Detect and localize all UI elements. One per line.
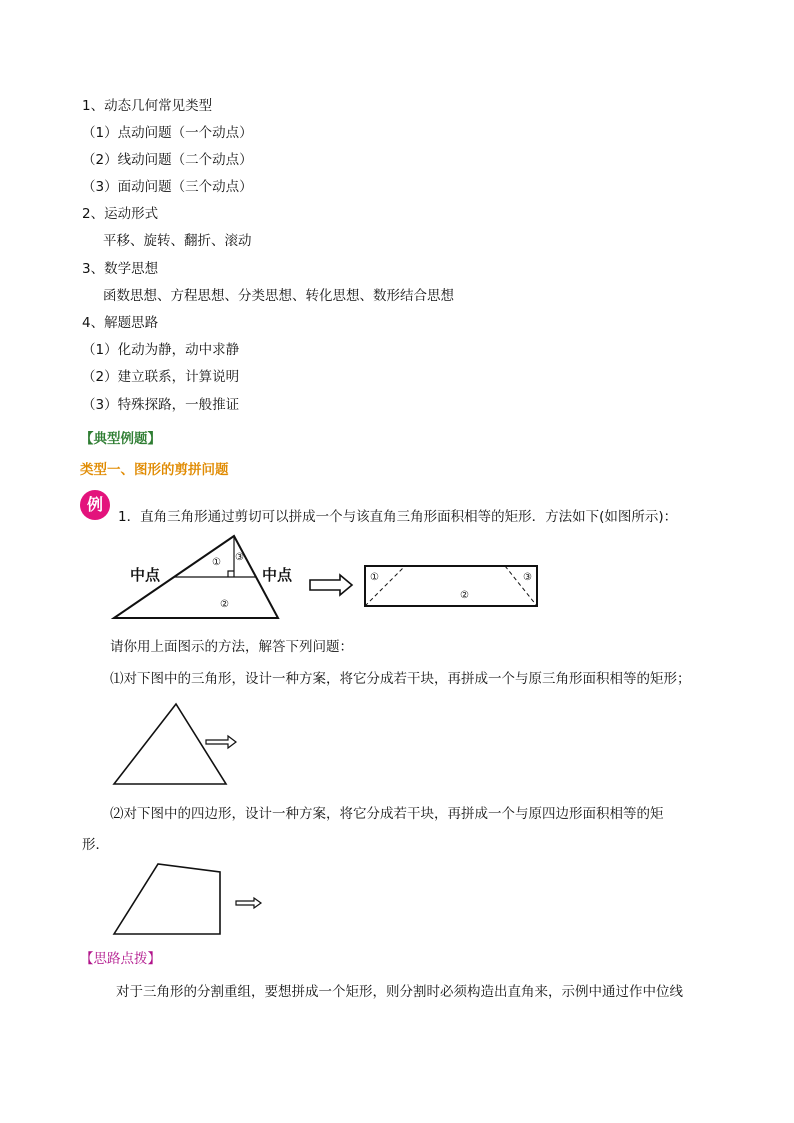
- section-2-body: 平移、旋转、翻折、滚动: [103, 233, 252, 249]
- section-4-title: 4、解题思路: [82, 315, 159, 331]
- question-2-line-1: ⑵对下图中的四边形，设计一种方案，将它分成若干块，再拼成一个与原四边形面积相等的矩: [110, 806, 664, 822]
- arrow-icon: [236, 898, 261, 908]
- problem-statement: 1．直角三角形通过剪切可以拼成一个与该直角三角形面积相等的矩形．方法如下(如图所示)：: [118, 509, 678, 525]
- list-item: （1）化动为静，动中求静: [82, 342, 240, 358]
- list-item: （1）点动问题（一个动点）: [82, 125, 253, 141]
- question-1: ⑴对下图中的三角形，设计一种方案，将它分成若干块，再拼成一个与原三角形面积相等的矩形；: [110, 671, 691, 687]
- piece-1-label: ①: [370, 572, 379, 583]
- right-angle-marker: [228, 571, 234, 577]
- hint-heading: 【思路点拨】: [80, 951, 161, 967]
- dashed-cut-right: [505, 566, 537, 606]
- question-2-line-2: 形．: [82, 837, 109, 853]
- list-item: （2）线动问题（二个动点）: [82, 152, 253, 168]
- piece-3-label: ③: [235, 552, 244, 563]
- piece-3-label: ③: [523, 572, 532, 583]
- list-item: （3）面动问题（三个动点）: [82, 179, 253, 195]
- q1-figure: [108, 698, 248, 790]
- section-1-title: 1、动态几何常见类型: [82, 98, 213, 114]
- type-heading: 类型一、图形的剪拼问题: [80, 462, 229, 478]
- arrow-icon: [310, 575, 352, 595]
- midpoint-label-left: 中点: [130, 566, 161, 584]
- piece-2-label: ②: [460, 590, 469, 601]
- examples-heading: 【典型例题】: [80, 431, 161, 447]
- list-item: （3）特殊探路，一般推证: [82, 397, 240, 413]
- example-badge: 例: [80, 490, 110, 520]
- section-3-title: 3、数学思想: [82, 261, 159, 277]
- result-rectangle: [365, 566, 537, 606]
- instruction: 请你用上面图示的方法，解答下列问题：: [110, 639, 353, 655]
- quadrilateral: [114, 864, 220, 934]
- midpoint-label-right: 中点: [262, 566, 293, 584]
- arrow-icon: [206, 736, 236, 748]
- q2-figure: [108, 860, 268, 940]
- example-figure: [100, 530, 560, 630]
- piece-2-label: ②: [220, 599, 229, 610]
- hint-text: 对于三角形的分割重组，要想拼成一个矩形，则分割时必须构造出直角来，示例中通过作中位线: [116, 984, 683, 1000]
- list-item: （2）建立联系，计算说明: [82, 369, 240, 385]
- section-3-body: 函数思想、方程思想、分类思想、转化思想、数形结合思想: [103, 288, 454, 304]
- section-2-title: 2、运动形式: [82, 206, 159, 222]
- piece-1-label: ①: [212, 557, 221, 568]
